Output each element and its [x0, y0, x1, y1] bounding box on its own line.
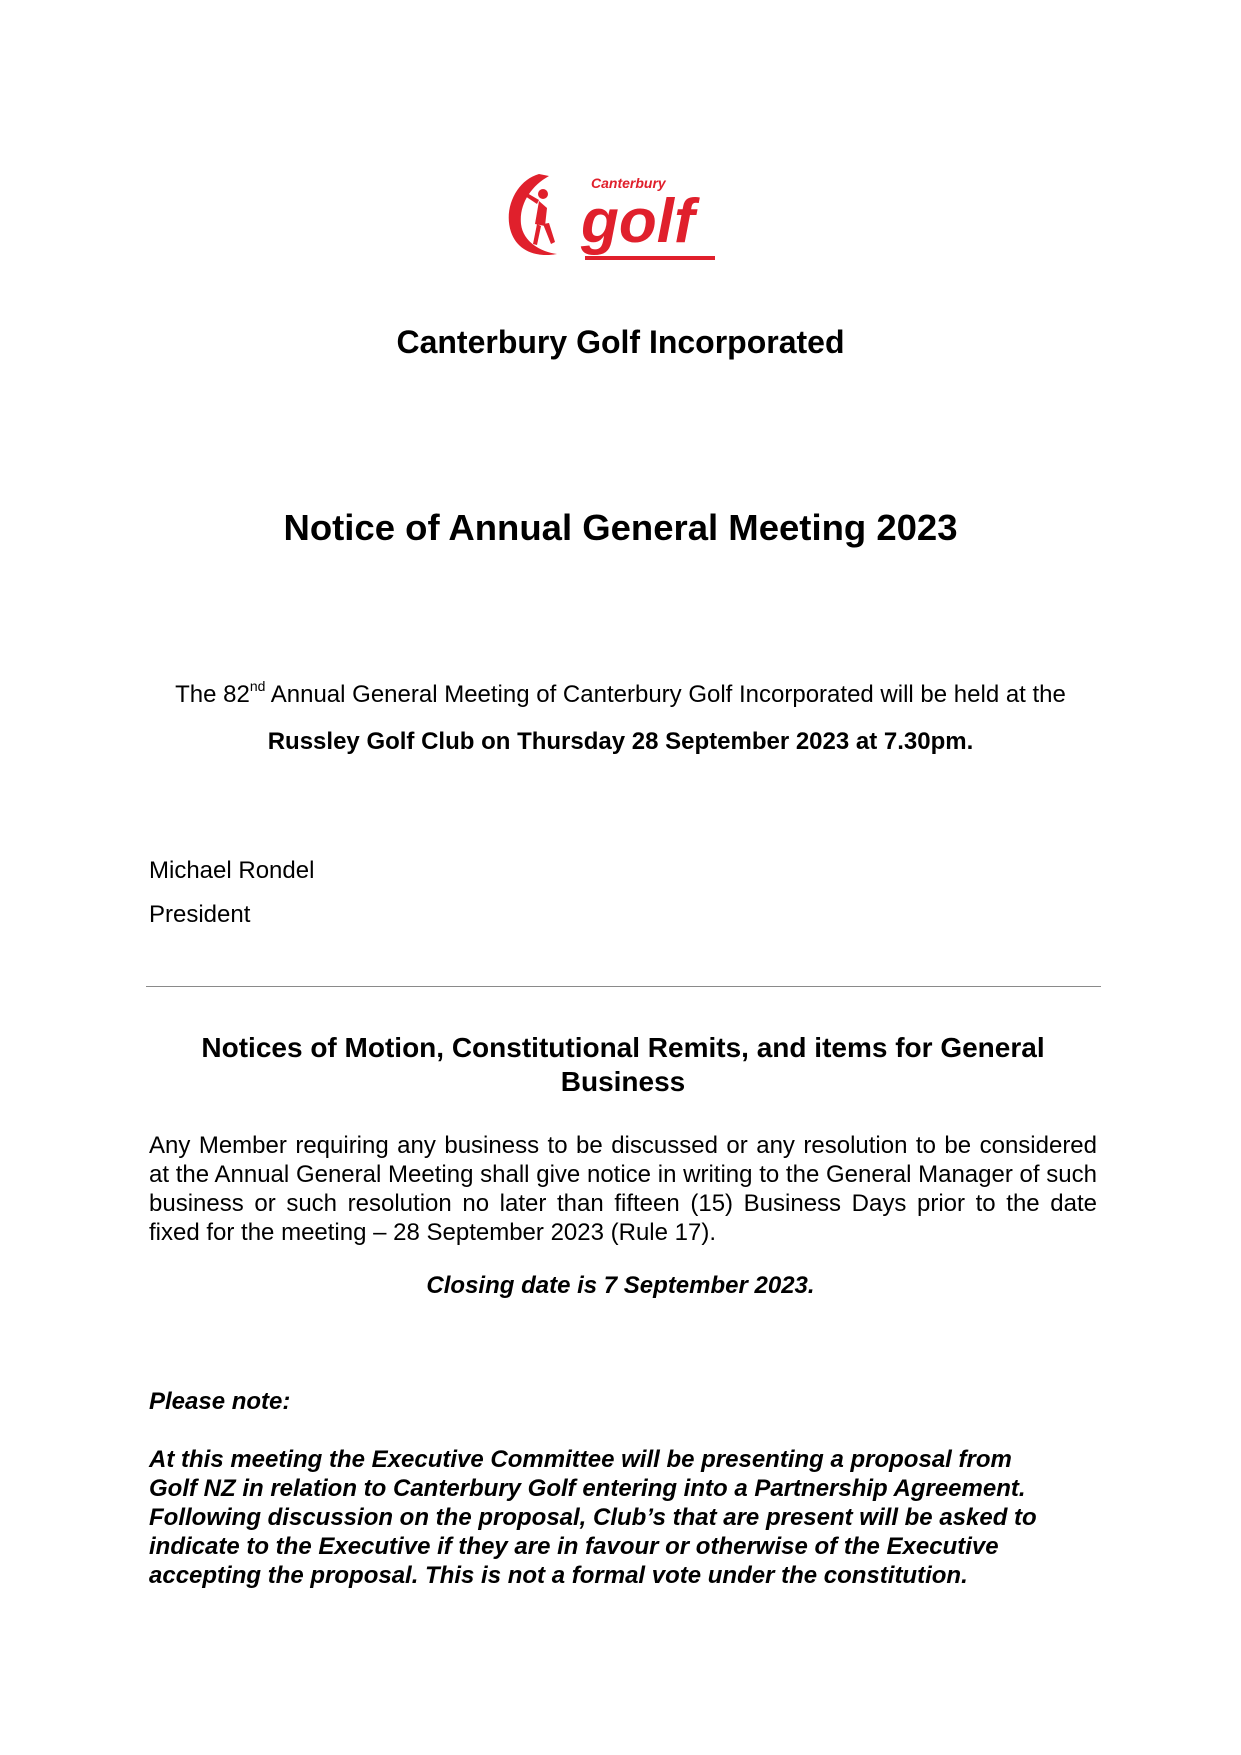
section-heading: [170, 1031, 1076, 1099]
meeting-details: Russley Golf Club on Thursday 28 September 2023 at 7.30pm.: [267, 728, 974, 755]
note-label: Please note:: [149, 1388, 291, 1415]
ordinal-suffix: nd: [249, 678, 266, 694]
signatory-role: President: [149, 901, 251, 928]
logo-small-text: Canterbury: [591, 175, 666, 191]
horizontal-divider: [146, 986, 1101, 987]
document-title: Notice of Annual General Meeting 2023: [283, 507, 958, 548]
logo-big-text: golf: [581, 187, 695, 256]
org-name-heading: Canterbury Golf Incorporated: [396, 324, 845, 360]
intro-prefix: The 82: [175, 681, 250, 708]
closing-date: Closing date is 7 September 2023.: [426, 1272, 815, 1299]
note-line: indicate to the Executive if they are in favour or otherwise of the Executive: [149, 1533, 999, 1560]
note-line: Golf NZ in relation to Canterbury Golf entering into a Partnership Agreement.: [149, 1475, 1026, 1502]
meeting-intro-line: [0, 678, 1241, 709]
golfer-swing-icon: [505, 168, 743, 276]
note-line: accepting the proposal. This is not a formal vote under the constitution.: [149, 1562, 968, 1589]
note-paragraph: [149, 1445, 1097, 1590]
note-line: At this meeting the Executive Committee will be presenting a proposal from: [149, 1446, 1012, 1473]
note-line: Following discussion on the proposal, Club’s that are present will be asked to: [149, 1504, 1037, 1531]
section-heading-line1: Notices of Motion, Constitutional Remits, and items for General: [201, 1032, 1045, 1063]
signatory-name: Michael Rondel: [149, 857, 315, 884]
canterbury-golf-logo: [505, 168, 743, 276]
notice-body-paragraph: Any Member requiring any business to be discussed or any resolution to be considered at the Annual General Meeting shall give notice in writing to the General Manager of such business or such resolution no later than fifteen (15) Business Days prior to the date fixed for the meeting – 28 September 2023 (Rule 17).: [149, 1132, 1097, 1246]
intro-rest: Annual General Meeting of Canterbury Golf Incorporated will be held at the: [265, 681, 1066, 708]
section-heading-line2: Business: [560, 1066, 686, 1097]
